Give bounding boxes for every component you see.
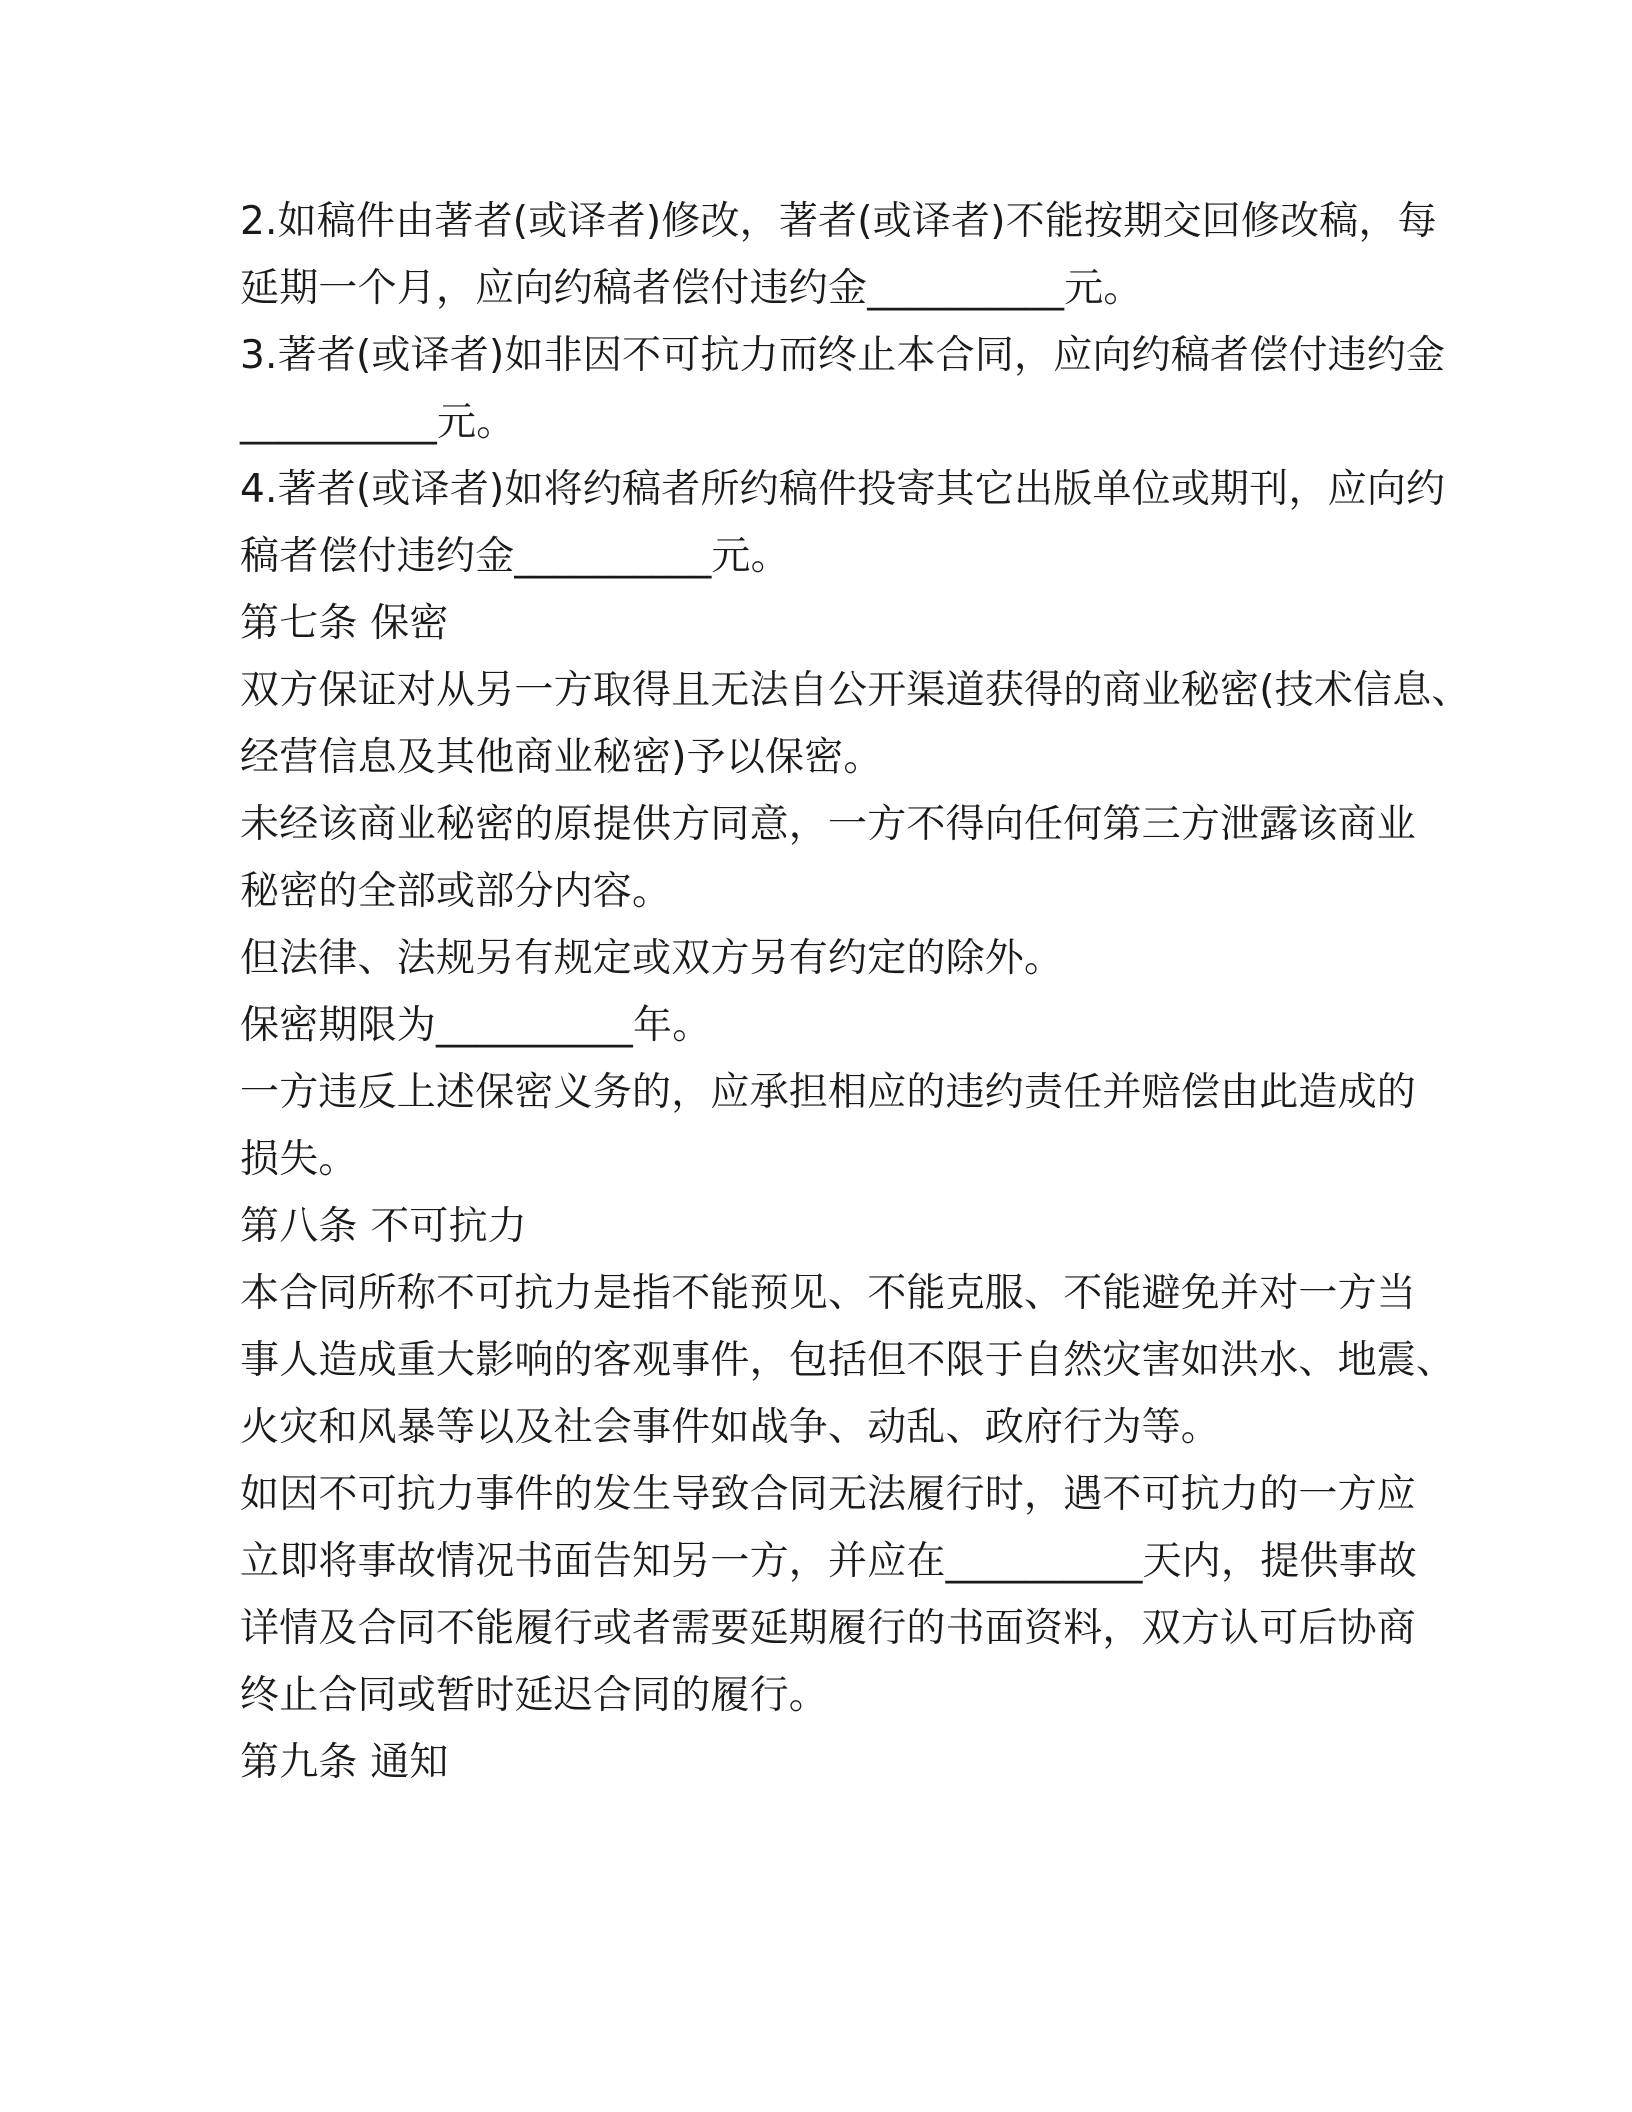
- text-line: 火灾和风暴等以及社会事件如战争、动乱、政府行为等。: [240, 1405, 1221, 1450]
- text-line: 稿者偿付违约金__________元。: [240, 534, 790, 579]
- section-heading-article-8: 第八条 不可抗力: [240, 1204, 527, 1249]
- text-line: 事人造成重大影响的客观事件，包括但不限于自然灾害如洪水、地震、: [240, 1338, 1456, 1383]
- text-line: 但法律、法规另有规定或双方另有约定的除外。: [240, 936, 1064, 981]
- text-line: 详情及合同不能履行或者需要延期履行的书面资料，双方认可后协商: [240, 1606, 1417, 1651]
- text-line: 经营信息及其他商业秘密)予以保密。: [240, 735, 883, 780]
- text-line: 3.著者(或译者)如非因不可抗力而终止本合同，应向约稿者偿付违约金: [240, 333, 1446, 378]
- text-line: __________元。: [240, 400, 516, 445]
- text-line: 一方违反上述保密义务的，应承担相应的违约责任并赔偿由此造成的: [240, 1070, 1417, 1115]
- text-line: 秘密的全部或部分内容。: [240, 869, 672, 914]
- text-line: 未经该商业秘密的原提供方同意，一方不得向任何第三方泄露该商业: [240, 802, 1417, 847]
- section-heading-article-7: 第七条 保密: [240, 601, 449, 646]
- text-line: 4.著者(或译者)如将约稿者所约稿件投寄其它出版单位或期刊，应向约: [240, 467, 1446, 512]
- text-line: 保密期限为__________年。: [240, 1003, 712, 1048]
- text-line: 损失。: [240, 1137, 358, 1182]
- text-line: 延期一个月，应向约稿者偿付违约金__________元。: [240, 266, 1143, 311]
- text-line: 终止合同或暂时延迟合同的履行。: [240, 1673, 829, 1718]
- text-line: 2.如稿件由著者(或译者)修改，著者(或译者)不能按期交回修改稿，每: [240, 199, 1437, 244]
- text-line: 双方保证对从另一方取得且无法自公开渠道获得的商业秘密(技术信息、: [240, 668, 1471, 713]
- text-line: 如因不可抗力事件的发生导致合同无法履行时，遇不可抗力的一方应: [240, 1472, 1417, 1517]
- text-line: 立即将事故情况书面告知另一方，并应在__________天内，提供事故: [240, 1539, 1418, 1584]
- document-body: [240, 188, 1471, 1796]
- section-heading-article-9: 第九条 通知: [240, 1740, 449, 1785]
- text-line: 本合同所称不可抗力是指不能预见、不能克服、不能避免并对一方当: [240, 1271, 1417, 1316]
